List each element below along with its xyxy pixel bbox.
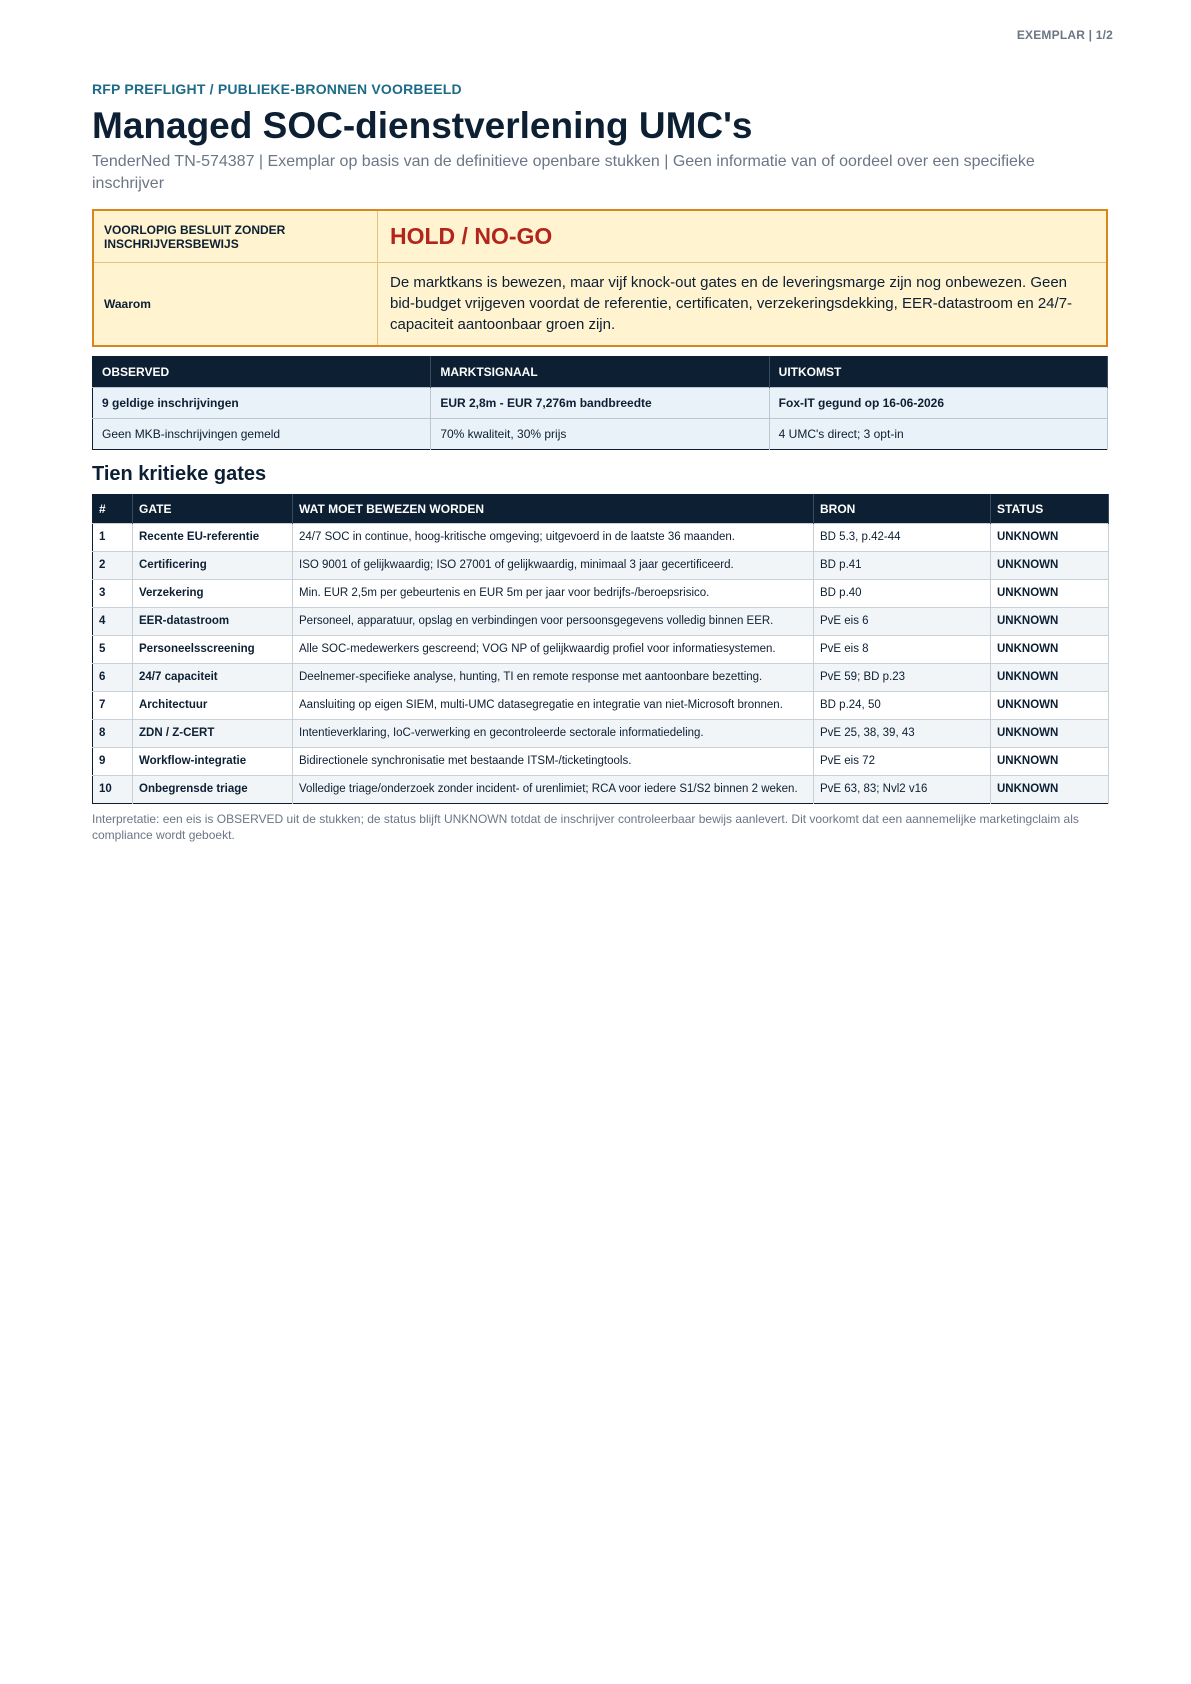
gate-row [93, 776, 1109, 804]
gate-row [93, 720, 1109, 748]
gates-header-proof: WAT MOET BEWEZEN WORDEN [293, 495, 814, 524]
gate-source: BD p.41 [814, 552, 991, 580]
gate-status: UNKNOWN [991, 580, 1109, 608]
gate-proof: Alle SOC-medewerkers gescreend; VOG NP of gelijkwaardig profiel voor informatiesystemen. [293, 636, 814, 664]
gate-proof: Bidirectionele synchronisatie met bestaande ITSM-/ticketingtools. [293, 748, 814, 776]
gates-header-source: BRON [814, 495, 991, 524]
gate-name: Personeelsscreening [133, 636, 293, 664]
gate-proof: 24/7 SOC in continue, hoog-kritische omgeving; uitgevoerd in de laatste 36 maanden. [293, 524, 814, 552]
gate-row [93, 664, 1109, 692]
summary-cell: 4 UMC's direct; 3 opt-in [769, 419, 1107, 450]
gate-number: 3 [93, 580, 133, 608]
summary-header-marktsignaal: MARKTSIGNAAL [431, 357, 769, 388]
gate-source: PvE eis 72 [814, 748, 991, 776]
gate-status: UNKNOWN [991, 692, 1109, 720]
gate-proof: Min. EUR 2,5m per gebeurtenis en EUR 5m per jaar voor bedrijfs-/beroepsrisico. [293, 580, 814, 608]
summary-cell: 70% kwaliteit, 30% prijs [431, 419, 769, 450]
gate-name: Recente EU-referentie [133, 524, 293, 552]
summary-cell: Geen MKB-inschrijvingen gemeld [93, 419, 431, 450]
gate-row [93, 524, 1109, 552]
gate-status: UNKNOWN [991, 776, 1109, 804]
summary-cell: 9 geldige inschrijvingen [93, 388, 431, 419]
summary-row [93, 419, 1108, 450]
gate-status: UNKNOWN [991, 748, 1109, 776]
gate-name: 24/7 capaciteit [133, 664, 293, 692]
gate-source: BD p.24, 50 [814, 692, 991, 720]
gate-number: 2 [93, 552, 133, 580]
gates-table [92, 494, 1109, 804]
gate-number: 1 [93, 524, 133, 552]
gate-status: UNKNOWN [991, 664, 1109, 692]
gate-status: UNKNOWN [991, 524, 1109, 552]
gates-header-gate: GATE [133, 495, 293, 524]
gate-row [93, 552, 1109, 580]
summary-header-uitkomst: UITKOMST [769, 357, 1107, 388]
eyebrow: RFP PREFLIGHT / PUBLIEKE-BRONNEN VOORBEELD [92, 81, 462, 97]
gate-name: ZDN / Z-CERT [133, 720, 293, 748]
gate-proof: Intentieverklaring, IoC-verwerking en gecontroleerde sectorale informatiedeling. [293, 720, 814, 748]
decision-why-label: Waarom [94, 262, 378, 345]
gate-row [93, 608, 1109, 636]
document-body [92, 81, 1108, 843]
gate-source: PvE 25, 38, 39, 43 [814, 720, 991, 748]
gate-proof: Volledige triage/onderzoek zonder incident- of urenlimiet; RCA voor iedere S1/S2 binnen 2 weken. [293, 776, 814, 804]
gate-number: 5 [93, 636, 133, 664]
page-marker: EXEMPLAR | 1/2 [1016, 28, 1113, 42]
gate-proof: ISO 9001 of gelijkwaardig; ISO 27001 of gelijkwaardig, minimaal 3 jaar gecertificeerd. [293, 552, 814, 580]
gate-status: UNKNOWN [991, 552, 1109, 580]
gate-name: Certificering [133, 552, 293, 580]
page-title: Managed SOC-dienstverlening UMC's [92, 105, 753, 146]
gate-number: 9 [93, 748, 133, 776]
summary-header-observed: OBSERVED [93, 357, 431, 388]
gate-number: 7 [93, 692, 133, 720]
gate-number: 8 [93, 720, 133, 748]
gate-number: 10 [93, 776, 133, 804]
gate-source: BD p.40 [814, 580, 991, 608]
gate-source: BD 5.3, p.42-44 [814, 524, 991, 552]
summary-table [92, 356, 1108, 450]
decision-verdict: HOLD / NO-GO [390, 223, 553, 249]
gate-proof: Personeel, apparatuur, opslag en verbindingen voor persoonsgegevens volledig binnen EER. [293, 608, 814, 636]
gate-row [93, 580, 1109, 608]
gate-row [93, 748, 1109, 776]
gate-source: PvE eis 8 [814, 636, 991, 664]
gate-number: 6 [93, 664, 133, 692]
gate-name: Architectuur [133, 692, 293, 720]
interpretation-note: Interpretatie: een eis is OBSERVED uit de stukken; de status blijft UNKNOWN totdat de inschrijver controleerbaar bewijs aanlevert. Dit voorkomt dat een aannemelijke marketingclaim als compliance wordt geboekt. [92, 812, 1079, 842]
gate-proof: Deelnemer-specifieke analyse, hunting, TI en remote response met aantoonbare bezetting. [293, 664, 814, 692]
gate-row [93, 636, 1109, 664]
gate-name: EER-datastroom [133, 608, 293, 636]
gate-name: Workflow-integratie [133, 748, 293, 776]
gate-source: PvE 63, 83; Nvl2 v16 [814, 776, 991, 804]
summary-cell: EUR 2,8m - EUR 7,276m bandbreedte [431, 388, 769, 419]
gate-source: PvE 59; BD p.23 [814, 664, 991, 692]
gate-source: PvE eis 6 [814, 608, 991, 636]
gate-proof: Aansluiting op eigen SIEM, multi-UMC datasegregatie en integratie van niet-Microsoft bronnen. [293, 692, 814, 720]
gate-row [93, 692, 1109, 720]
page-subtitle: TenderNed TN-574387 | Exemplar op basis van de definitieve openbare stukken | Geen informatie van of oordeel over een specifieke inschrijver [92, 153, 1035, 192]
decision-why-text: De marktkans is bewezen, maar vijf knock-out gates en de leveringsmarge zijn nog onbewezen. Geen bid-budget vrijgeven voordat de referentie, certificaten, verzekeringsdekking, EER-datastroom en 24/7-capaciteit aantoonbaar groen zijn. [378, 262, 1106, 345]
gate-name: Onbegrensde triage [133, 776, 293, 804]
gates-header-status: STATUS [991, 495, 1109, 524]
gate-status: UNKNOWN [991, 608, 1109, 636]
gates-header-num: # [93, 495, 133, 524]
gate-status: UNKNOWN [991, 720, 1109, 748]
gate-number: 4 [93, 608, 133, 636]
decision-label: VOORLOPIG BESLUIT ZONDER INSCHRIJVERSBEWIJS [94, 211, 378, 262]
summary-cell: Fox-IT gegund op 16-06-2026 [769, 388, 1107, 419]
summary-row [93, 388, 1108, 419]
decision-box [92, 209, 1108, 347]
gate-status: UNKNOWN [991, 636, 1109, 664]
gates-heading: Tien kritieke gates [92, 463, 267, 485]
gate-name: Verzekering [133, 580, 293, 608]
